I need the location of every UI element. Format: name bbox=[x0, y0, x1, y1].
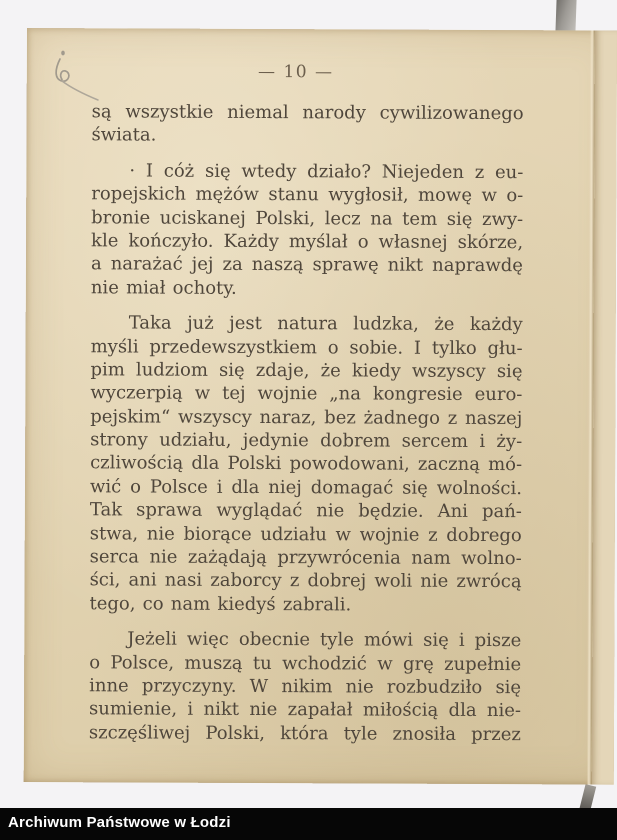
text-line: myśli przedewszystkiem o sobie. I tylko głu- bbox=[90, 335, 523, 359]
text-line: nie miał ochoty. bbox=[90, 277, 237, 299]
text-line: wić o Polsce i dla niej domagać się wolności. bbox=[89, 476, 523, 500]
text-line: o Polsce, muszą tu wchodzić w grę zupełnie bbox=[89, 651, 522, 675]
paragraph bbox=[91, 100, 523, 149]
text-line: pejskim“ wszyscy naraz, bez żadnego z naszej bbox=[90, 405, 523, 429]
text-line: kle kończyło. Każdy myślał o własnej skórze, bbox=[91, 230, 524, 254]
text-line: świata. bbox=[91, 124, 157, 146]
text-line: tego, co nam kiedyś zabrali. bbox=[89, 593, 352, 616]
text-line: są wszystkie niemal narody cywilizowanego bbox=[91, 101, 524, 125]
text-line: szczęśliwej Polski, która tyle znosiła przez bbox=[88, 722, 521, 745]
next-page-edge bbox=[592, 30, 617, 784]
text-line: ści, ani nasi zaborcy z dobrej woli nie zwrócą bbox=[89, 569, 522, 593]
text-line: ropejskich mężów stanu wygłosił, mowę w o- bbox=[91, 183, 524, 207]
pencil-annotation-icon bbox=[50, 44, 112, 106]
text-line: stwa, nie biorące udziału w wojnie z dobrego bbox=[89, 522, 522, 546]
text-line: inne przyczyny. W nikim nie rozbudziło się bbox=[89, 675, 522, 699]
text-line: pim ludziom się zdaje, że kiedy wszyscy się bbox=[90, 359, 523, 383]
text-line: bronie uciskanej Polski, lecz na tem się zwy- bbox=[91, 206, 524, 230]
page-text-block bbox=[89, 100, 524, 746]
text-line: czliwością dla Polski powodowani, zaczną mó- bbox=[90, 452, 523, 476]
text-line: Jeżeli więc obecnie tyle mówi się i pisze bbox=[127, 628, 522, 652]
text-line: a narażać jej za naszą sprawę nikt naprawdę bbox=[90, 253, 524, 277]
text-line: strony udziału, jedynie dobrem sercem i ży- bbox=[90, 429, 523, 453]
book-page-scan bbox=[24, 28, 617, 785]
text-line: serca nie zażądają przywrócenia nam wolno- bbox=[89, 546, 522, 570]
paragraph bbox=[89, 627, 522, 746]
archive-watermark-bar bbox=[0, 808, 617, 840]
text-line: Tak sprawa wyglądać nie będzie. Ani pań- bbox=[89, 499, 522, 523]
text-line: wyczerpią w tej wojnie „na kongresie euro- bbox=[90, 382, 523, 406]
page-number: — 10 — bbox=[258, 62, 334, 83]
paragraph bbox=[89, 311, 522, 617]
text-line: · I cóż się wtedy działo? Niejeden z eu- bbox=[129, 160, 524, 183]
archive-watermark-label: Archiwum Państwowe w Łodzi bbox=[8, 814, 231, 831]
paragraph bbox=[91, 159, 524, 301]
text-line: sumienie, i nikt nie zapałał miłością dla nie- bbox=[88, 698, 522, 722]
text-line: Taka już jest natura ludzka, że każdy bbox=[128, 312, 523, 336]
